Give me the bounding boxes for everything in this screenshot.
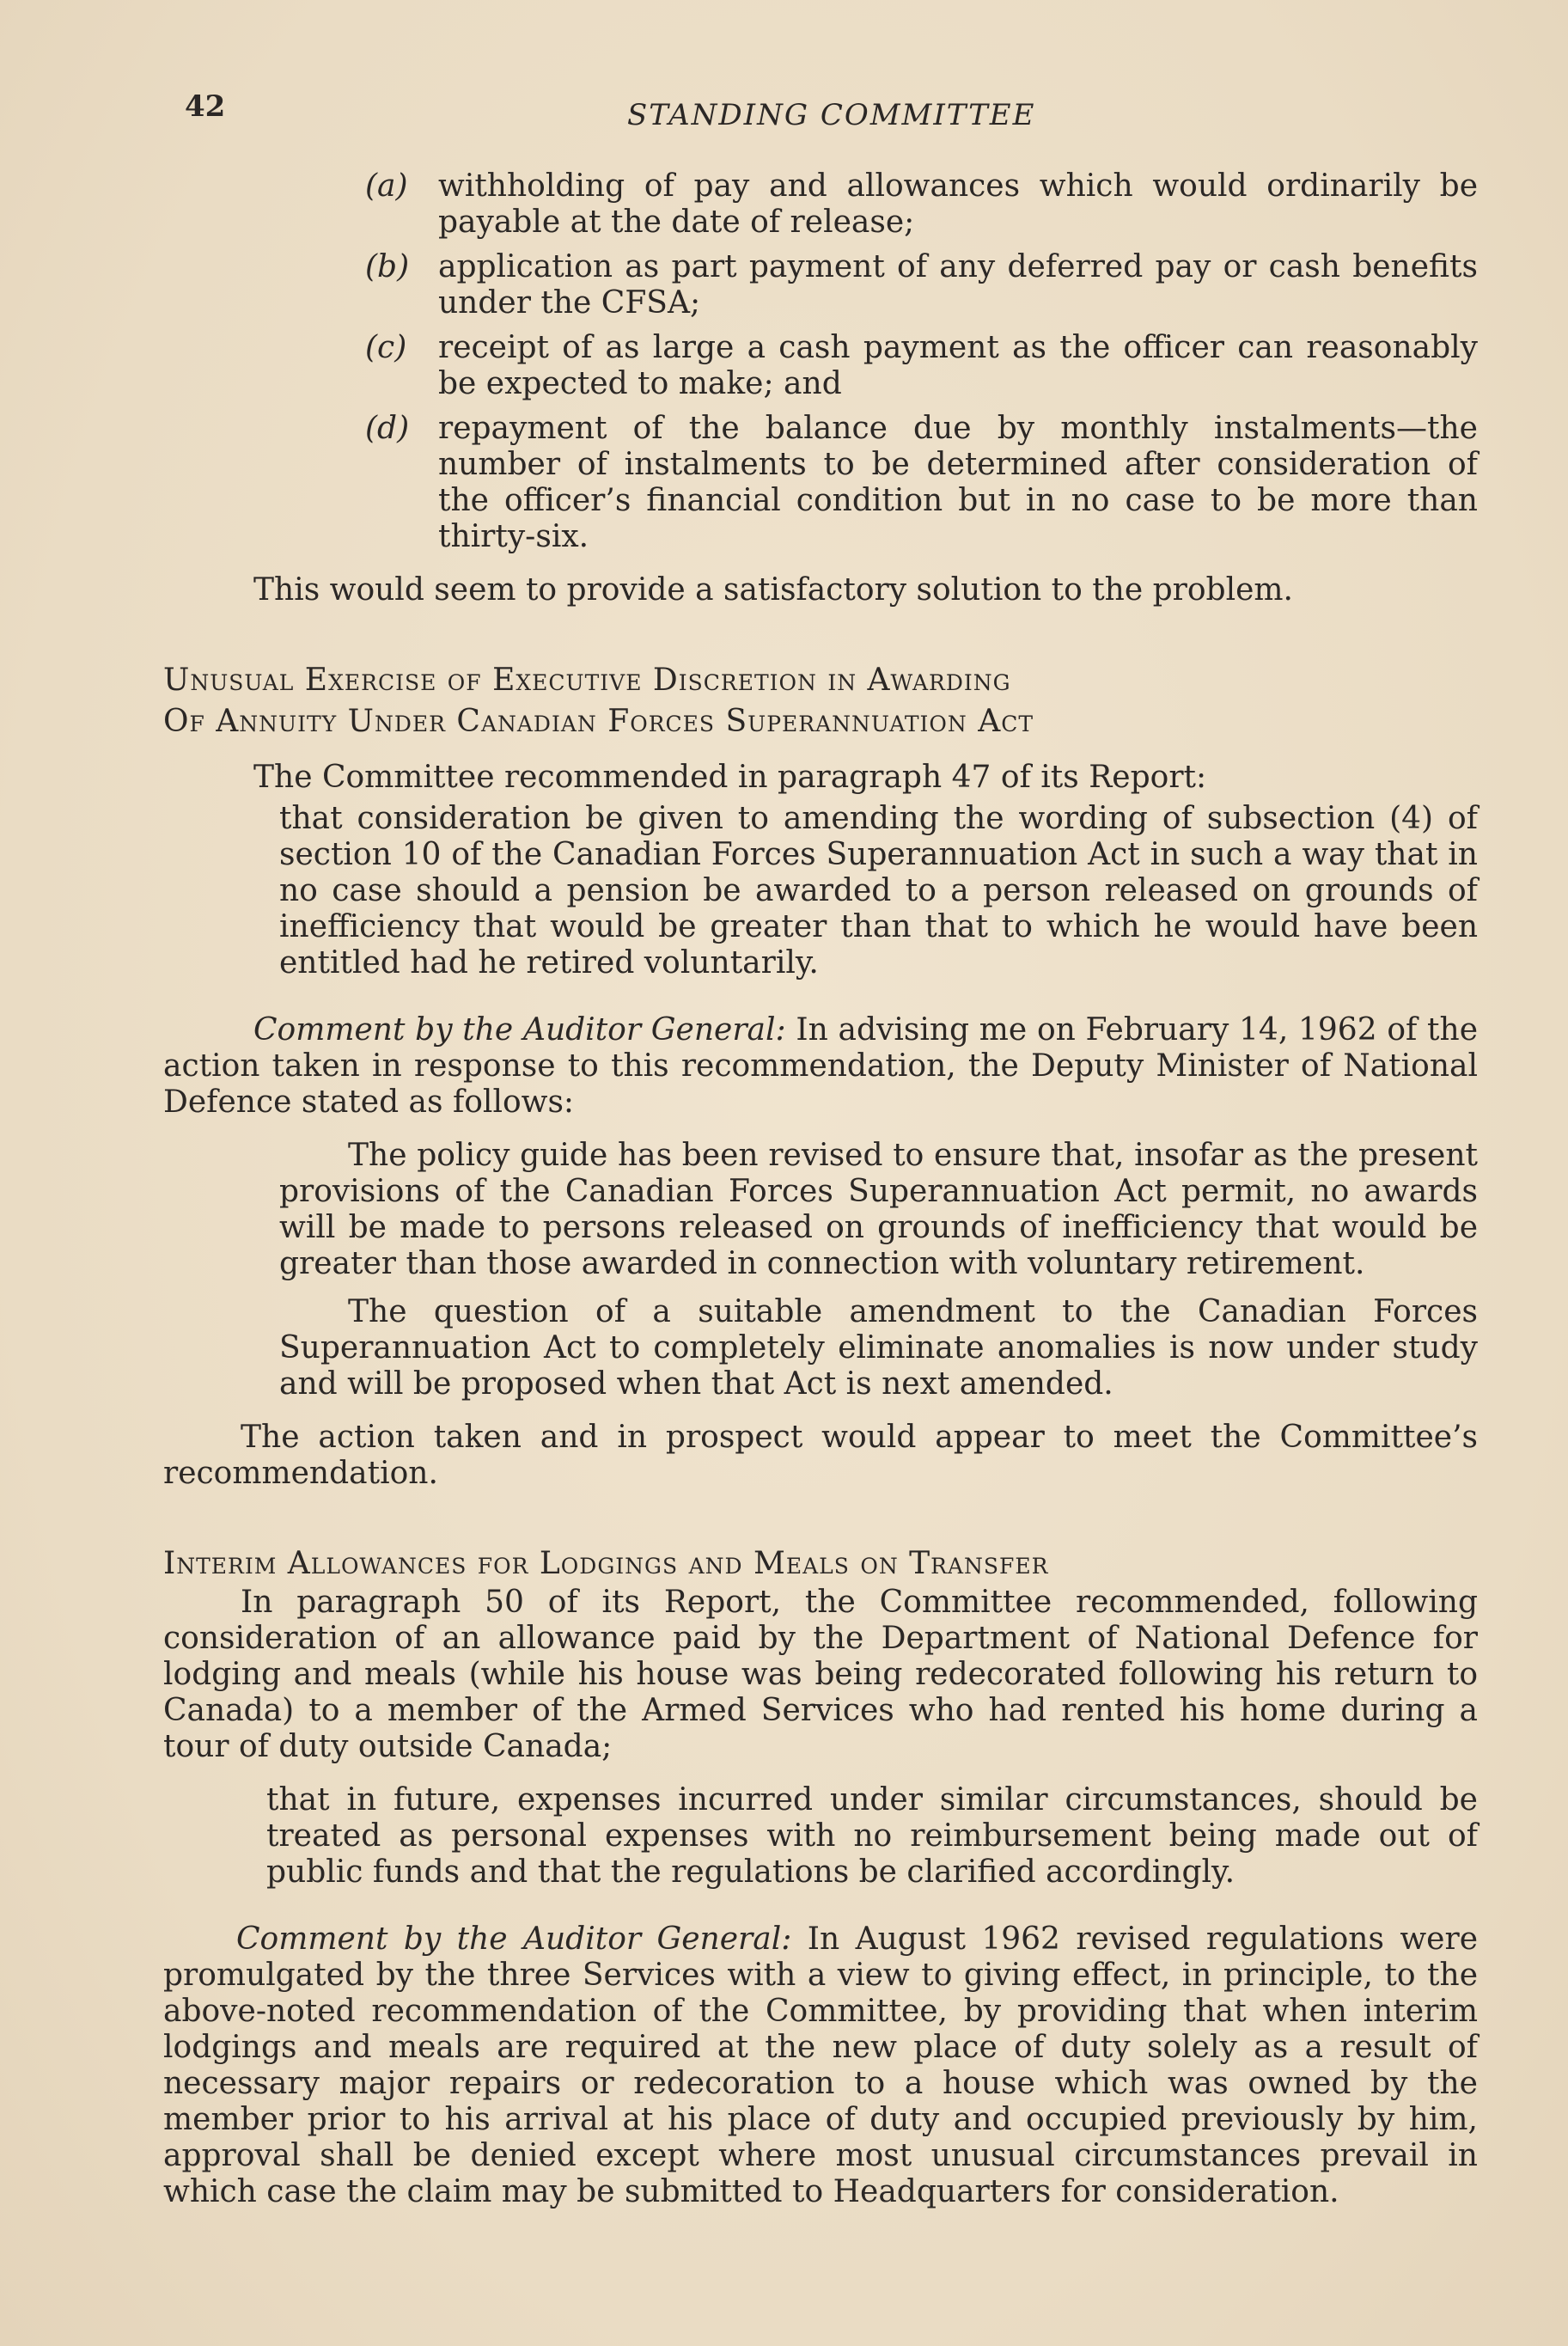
list-item-text: repayment of the balance due by monthly instalments—the number of instalments to be determined after consideration of the officer’s financial condition but in no case to be more than thirty-six. (438, 411, 1478, 554)
list-item-label: (d) (365, 411, 410, 446)
list-item-text: receipt of as large a cash payment as the officer can reasonably be expected to make; and (438, 330, 1478, 401)
comment-text: In August 1962 revised regulations were promulgated by the three Services with a view to giving effect, in principle, to the above-noted recommendation of the Committee, by providing that when interim lodgings and meals are required at the new place of duty solely as a result of necessary major repairs or redecoration to a house which was owned by the member prior to his arrival at his place of duty and occupied previously by him, approval shall be denied except where most unusual circumstances prevail in which case the claim may be submitted to Headquarters for consideration. (163, 1921, 1479, 2209)
list-item (163, 249, 1478, 321)
page-header (0, 86, 1568, 137)
section-intro: In paragraph 50 of its Report, the Committee recommended, following consideration of an allowance paid by the Department of National Defence for lodging and meals (while his house was being redecorated following his return to Canada) to a member of the Armed Services who had rented his home during a tour of duty outside Canada; (163, 1585, 1478, 1764)
list-item-label: (a) (365, 168, 408, 204)
page-number: 42 (185, 89, 226, 124)
deputy-minister-quote: The policy guide has been revised to ensure that, insofar as the present provisions of the Canadian Forces Superannuation Act permit, no awards will be made to persons released on grounds of inefficiency that would be greater than those awarded in connection with voluntary retirement. (279, 1138, 1478, 1281)
section-heading-line: Interim Allowances for Lodgings and Meals on Transfer (163, 1546, 1049, 1581)
conclusion-paragraph: The action taken and in prospect would appear to meet the Committee’s recommendation. (163, 1420, 1478, 1491)
list-item-text: application as part payment of any deferred pay or cash benefits under the CFSA; (438, 249, 1478, 321)
deputy-minister-quote: The question of a suitable amendment to the Canadian Forces Superannuation Act to completely eliminate anomalies is now under study and will be proposed when that Act is next amended. (279, 1294, 1478, 1402)
page-body (163, 168, 1478, 2210)
comment-text: In advising me on February 14, 1962 of the action taken in response to this recommendation, the Deputy Minister of National Defence stated as follows: (163, 1012, 1479, 1120)
section-heading-line: Of Annuity Under Canadian Forces Superannuation Act (163, 704, 1034, 739)
section-heading (163, 1543, 1478, 1585)
list-item-label: (b) (365, 249, 410, 284)
list-item-label: (c) (365, 330, 407, 365)
comment-label: Comment by the Auditor General: (253, 1012, 786, 1048)
running-title: STANDING COMMITTEE (627, 98, 1036, 132)
list-item (163, 411, 1478, 555)
section-heading (163, 660, 1478, 742)
comment-label: Comment by the Auditor General: (236, 1921, 792, 1957)
auditor-comment (163, 1012, 1478, 1121)
committee-recommendation: that in future, expenses incurred under similar circumstances, should be treated as personal expenses with no reimbursement being made out of public funds and that the regulations be clarified accordingly. (266, 1782, 1478, 1890)
committee-recommendation: that consideration be given to amending the wording of subsection (4) of section 10 of the Canadian Forces Superannuation Act in such a way that in no case should a pension be awarded to a person released on grounds of inefficiency that would be greater than that to which he would have been entitled had he retired voluntarily. (279, 801, 1478, 981)
list-item-text: withholding of pay and allowances which would ordinarily be payable at the date of release; (438, 168, 1478, 240)
section-heading-line: Unusual Exercise of Executive Discretion in Awarding (163, 663, 1011, 698)
list-item (163, 330, 1478, 402)
section-intro: The Committee recommended in paragraph 47 of its Report: (253, 760, 1207, 795)
list-item (163, 168, 1478, 241)
conclusion-paragraph: This would seem to provide a satisfactory solution to the problem. (253, 572, 1293, 608)
auditor-comment (163, 1921, 1478, 2210)
